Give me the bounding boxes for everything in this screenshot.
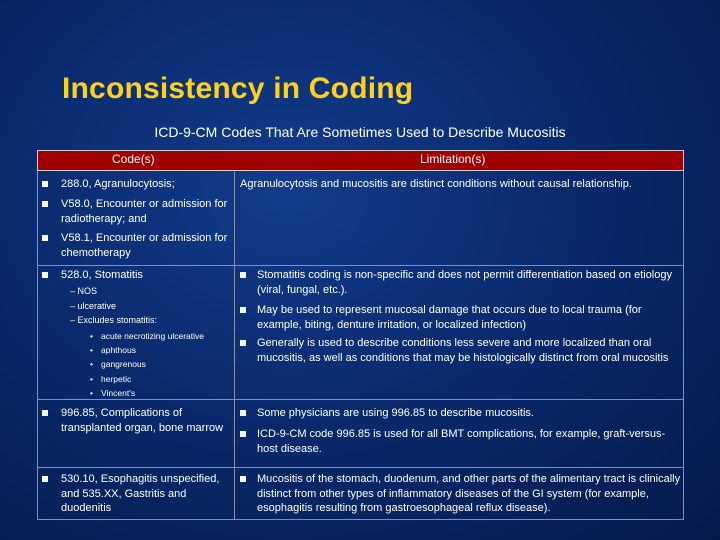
bullet-icon [240,340,246,346]
bullet-icon [42,235,48,241]
bullet-icon [240,307,246,313]
bullet-icon [42,476,48,482]
sub-bullet-icon: • [90,331,93,341]
limitation-less-severe: Generally is used to describe conditions less severe and more localized than oral mucositis, as well as conditions that may be histologically distinct from oral mucositis [257,337,669,364]
code-v58-0: V58.0, Encounter or admission for radiotherapy; and [61,198,228,225]
table-caption: ICD-9-CM Codes That Are Sometimes Used to Describe Mucositis [154,124,566,140]
column-divider [234,171,235,519]
row-divider [37,265,684,266]
bullet-icon [42,181,48,187]
exclusion-gangrenous: gangrenous [101,359,146,369]
limitation-agranulocytosis: Agranulocytosis and mucositis are distinct conditions without causal relationship. [240,178,632,190]
bullet-icon [42,201,48,207]
exclusion-herpetic: herpetic [101,374,132,384]
code-288-0: 288.0, Agranulocytosis; [61,178,175,190]
bullet-icon [42,410,48,416]
table-bottom-border [37,519,684,520]
subitem-excludes: – Excludes stomatitis: [70,315,158,325]
bullet-icon [240,410,246,416]
subitem-nos: – NOS [70,286,98,296]
sub-bullet-icon: • [90,374,93,384]
limitation-local-trauma: May be used to represent mucosal damage that occurs due to local trauma (for example, biting, denture irritation, or localized infection) [257,304,642,331]
bullet-icon [42,272,48,278]
limitation-physicians-using: Some physicians are using 996.85 to describe mucositis. [257,407,534,419]
slide-title: Inconsistency in Coding [62,72,414,105]
header-limitations: Limitation(s) [420,152,486,166]
row-divider [37,467,684,468]
code-v58-1: V58.1, Encounter or admission for chemotherapy [61,232,228,259]
code-528-0: 528.0, Stomatitis [61,269,143,281]
sub-bullet-icon: • [90,359,93,369]
bullet-icon [240,476,246,482]
header-codes: Code(s) [112,152,155,166]
exclusion-vincents: Vincent's [101,388,136,398]
code-996-85: 996.85, Complications of transplanted organ, bone marrow [61,407,224,434]
exclusion-aphthous: aphthous [101,345,136,355]
bullet-icon [240,272,246,278]
sub-bullet-icon: • [90,345,93,355]
bullet-icon [240,431,246,437]
exclusion-acute-necrotizing: acute necrotizing ulcerative [101,331,205,341]
limitation-alimentary-tract: Mucositis of the stomach, duodenum, and other parts of the alimentary tract is clinically distinct from other types of inflammatory diseases of the GI system (for example, esophagitis resulting from gastroesophageal reflux disease). [257,473,681,514]
subitem-ulcerative: – ulcerative [70,301,117,311]
limitation-nonspecific: Stomatitis coding is non-specific and does not permit differentiation based on etiology (viral, fungal, etc.). [257,269,672,296]
code-530-10: 530.10, Esophagitis unspecified, and 535.XX, Gastritis and duodenitis [61,473,220,514]
limitation-bmt-complications: ICD-9-CM code 996.85 is used for all BMT complications, for example, graft-versus-host disease. [257,428,666,455]
sub-bullet-icon: • [90,388,93,398]
